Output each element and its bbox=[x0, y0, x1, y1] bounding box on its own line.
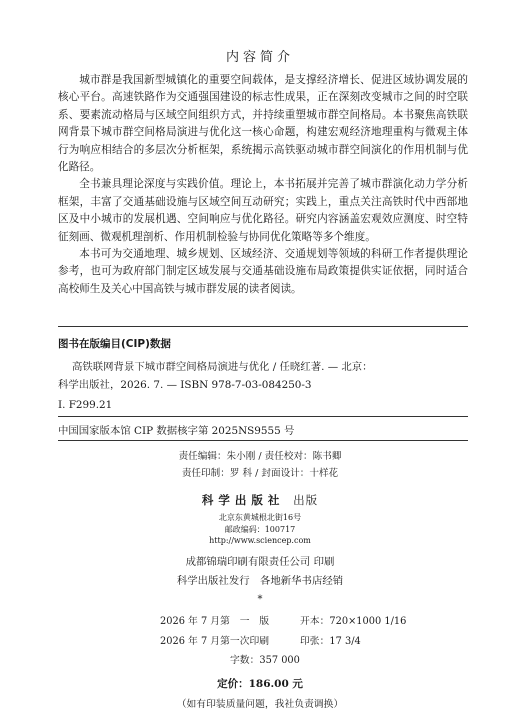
sheets-info: 印张：17 3/4 bbox=[300, 636, 361, 647]
intro-section bbox=[58, 72, 468, 298]
intro-paragraph: 全书兼具理论深度与实践价值。理论上，本书拓展并完善了城市群演化动力学分析框架，丰富了交通基础设施与区域空间互动研究；实践上，重点关注高铁时代中西部地区及中小城市的发展机遇、空间响应与优化路径。研究内容涵盖宏观效应测度、时空特征刻画、微观机理剖析、作用机制检验与协同优化策略等多个维度。 bbox=[58, 178, 468, 243]
cip-publisher-line: 科学出版社，2026. 7. — ISBN 978-7-03-084250-3 bbox=[58, 379, 312, 391]
distribution-line: 科学出版社发行 各地新华书店经销 bbox=[176, 575, 344, 587]
impression-info: 2026 年 7 月第一次印刷 bbox=[160, 636, 270, 647]
design-credits: 责任印制：罗 科 / 封面设计：十样花 bbox=[181, 468, 339, 479]
format-info: 开本：720×1000 1/16 bbox=[300, 616, 407, 627]
publisher-name bbox=[0, 492, 520, 508]
publisher-postcode: 邮政编码：100717 bbox=[224, 525, 296, 534]
quality-notice: （如有印装质量问题，我社负责调换） bbox=[176, 699, 344, 710]
word-count: 字数：357 000 bbox=[230, 655, 300, 666]
publisher-suffix: 出版 bbox=[293, 493, 319, 507]
cip-divider bbox=[58, 416, 468, 417]
editor-credits: 责任编辑：朱小刚 / 责任校对：陈书卿 bbox=[178, 451, 342, 462]
intro-paragraph: 城市群是我国新型城镇化的重要空间载体，是支撑经济增长、促进区域协调发展的核心平台。高速铁路作为交通强国建设的标志性成果，正在深刻改变城市之间的时空联系、要素流动格局与区域空间组织方式，并持续重塑城市群空间格局。本书聚焦高铁联网背景下城市群空间格局演进与优化这一核心命题，构建宏观经济地理重构与微观主体行为响应相结合的多层次分析框架，系统揭示高铁驱动城市群空间演化的作用机制与优化路径。 bbox=[58, 74, 468, 174]
publisher-url: http://www.sciencep.com bbox=[209, 536, 311, 545]
intro-paragraph: 本书可为交通地理、城乡规划、区域经济、交通规划等领域的科研工作者提供理论参考，也可为政府部门制定区域发展与交通基础设施布局政策提供实证依据，同时适合高校师生及关心中国高铁与城市群发展的读者阅读。 bbox=[58, 248, 468, 295]
cip-classification: Ⅰ. F299.21 bbox=[58, 399, 113, 411]
edition-info: 2026 年 7 月第 一 版 bbox=[160, 616, 270, 627]
page-title: 内容简介 bbox=[225, 50, 294, 65]
separator-star: * bbox=[257, 594, 263, 605]
publisher-logo-text: 科学出版社 bbox=[201, 493, 285, 507]
price: 定价：186.00 元 bbox=[217, 678, 303, 690]
cip-heading: 图书在版编目(CIP)数据 bbox=[58, 338, 171, 350]
top-divider bbox=[58, 326, 468, 327]
cip-bottom-divider bbox=[58, 440, 468, 441]
printer-line: 成都锦瑞印刷有限责任公司 印刷 bbox=[185, 556, 335, 568]
cip-record-number: 中国国家版本馆 CIP 数据核字第 2025NS9555 号 bbox=[58, 425, 295, 437]
publisher-address: 北京东黄城根北街16号 bbox=[218, 513, 302, 522]
cip-title-line: 高铁联网背景下城市群空间格局演进与优化 / 任晓红著. — 北京： bbox=[72, 361, 373, 373]
